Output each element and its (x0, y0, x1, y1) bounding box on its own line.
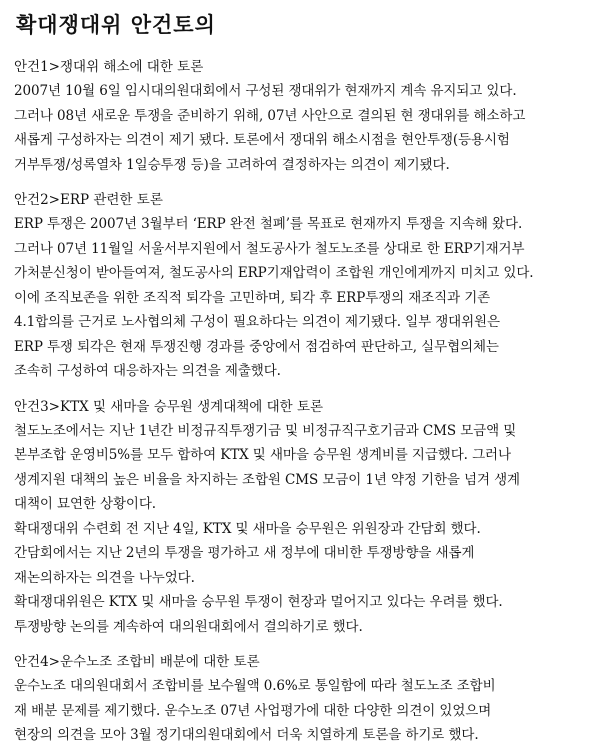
agenda-section-1 (14, 55, 588, 177)
section-heading: 안건2>ERP 관련한 토론 (14, 192, 163, 208)
body-line: 가처분신청이 받아들여져, 철도공사의 ERP기재압력이 조합원 개인에게까지 미치고 있다. (14, 265, 534, 281)
body-line: 확대쟁대위 수련회 전 지난 4일, KTX 및 새마을 승무원은 위원장과 간담회 했다. (14, 520, 481, 537)
body-line: 그러나 08년 새로운 투쟁을 준비하기 위해, 07년 사안으로 결의된 현 쟁대위를 해소하고 (14, 107, 526, 124)
body-line: 간담회에서는 지난 2년의 투쟁을 평가하고 새 정부에 대비한 투쟁방향을 새롭게 (14, 545, 475, 561)
body-line: 확대쟁대위원은 KTX 및 새마을 승무원 투쟁이 현장과 멀어지고 있다는 우려를 했다. (14, 594, 503, 610)
body-line: 조속히 구성하여 대응하자는 의견을 제출했다. (14, 363, 281, 379)
body-line: 생계지원 대책의 높은 비율을 차지하는 조합원 CMS 모금이 1년 약정 기한을 넘겨 생계 (14, 471, 520, 488)
section-heading: 안건4>운수노조 조합비 배분에 대한 토론 (14, 654, 260, 670)
body-line: 이에 조직보존을 위한 조직적 퇴각을 고민하며, 퇴각 후 ERP투쟁의 재조직과 기존 (14, 289, 491, 306)
body-line: 2007년 10월 6일 임시대의원대회에서 구성된 쟁대위가 현재까지 계속 유지되고 있다. (14, 83, 517, 99)
body-line: 재논의하자는 의견을 나누었다. (14, 569, 195, 586)
agenda-section-4 (14, 650, 588, 748)
body-line: 새롭게 구성하자는 의견이 제기 됐다. 토론에서 쟁대위 해소시점을 현안투쟁(등용시험 (14, 132, 510, 148)
agenda-section-3 (14, 395, 588, 640)
body-line: 운수노조 대의원대회서 조합비를 보수월액 0.6%로 통일함에 따라 철도노조 조합비 (14, 678, 496, 694)
document-title: 확대쟁대위 안건토의 (16, 13, 216, 37)
body-line: 철도노조에서는 지난 1년간 비정규직투쟁기금 및 비정규직구호기금과 CMS 모금액 및 (14, 422, 517, 439)
body-line: ERP 투쟁은 2007년 3월부터 ‘ERP 완전 철폐’를 목표로 현재까지 투쟁을 지속해 왔다. (14, 216, 523, 232)
body-line: 그러나 07년 11월일 서울서부지원에서 철도공사가 철도노조를 상대로 한 ERP기재거부 (14, 240, 525, 257)
body-line: 대책이 묘연한 상황이다. (14, 496, 156, 512)
body-line: 현장의 의견을 모아 3월 정기대의원대회에서 더욱 치열하게 토론을 하기로 했다. (14, 727, 479, 743)
section-heading: 안건3>KTX 및 새마을 승무원 생계대책에 대한 토론 (14, 398, 324, 415)
body-line: 거부투쟁/성록열차 1일승투쟁 등)을 고려하여 결정하자는 의견이 제기됐다. (14, 156, 450, 173)
body-line: 본부조합 운영비5%를 모두 합하여 KTX 및 새마을 승무원 생계비를 지급했다. 그러나 (14, 447, 511, 463)
body-line: 재 배분 문제를 제기했다. 운수노조 07년 사업평가에 대한 다양한 의견이 있었으며 (14, 702, 492, 719)
body-line: ERP 투쟁 퇴각은 현재 투쟁진행 경과를 중앙에서 점검하여 판단하고, 실무협의체는 (14, 338, 499, 355)
section-heading: 안건1>쟁대위 해소에 대한 토론 (14, 59, 204, 75)
body-line: 4.1합의를 근거로 노사협의체 구성이 필요하다는 의견이 제기됐다. 일부 쟁대위원은 (14, 314, 500, 330)
body-line: 투쟁방향 논의를 계속하여 대의원대회에서 결의하기로 했다. (14, 618, 363, 635)
agenda-section-2 (14, 188, 588, 384)
